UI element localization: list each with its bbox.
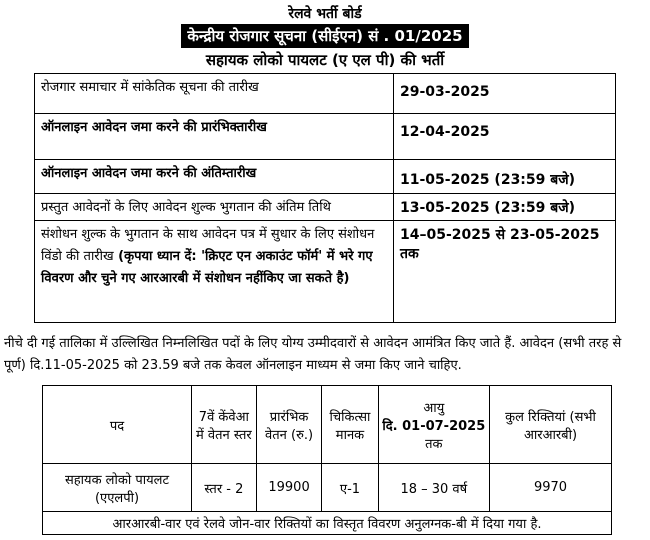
col-medical: चिकित्सा मानक (322, 386, 378, 464)
cell-pay: 19900 (256, 464, 322, 512)
table-row (35, 114, 616, 160)
col-pay: प्रारंभिक वेतन (रु.) (256, 386, 322, 464)
important-dates-table (34, 73, 616, 323)
table-row (35, 221, 616, 323)
date-label: रोजगार समाचार में सांकेतिक सूचना की तारीख (35, 74, 394, 114)
modification-label-plain: संशोधन शुल्क के भुगतान के साथ आवेदन पत्र में सुधार के लिए संशोधन विंडो की तारीख (41, 227, 375, 264)
table-row (35, 74, 616, 114)
table-header-row (43, 386, 612, 464)
date-label: ऑनलाइन आवेदन जमा करने की अंतिम्तारीख (35, 160, 394, 194)
notice-banner-wrap (0, 24, 650, 48)
col-post: पद (43, 386, 192, 464)
cell-pay-level: स्तर - 2 (191, 464, 256, 512)
modification-value: 14–05-2025 से 23-05-2025 तक (394, 221, 616, 323)
vacancy-table (42, 385, 612, 535)
cell-medical: ए-1 (322, 464, 378, 512)
cell-post: सहायक लोको पायलट (एएलपी) (43, 464, 192, 512)
table-row (35, 194, 616, 221)
modification-note: (कृपया ध्यान दें: 'क्रिएट एन अकाउंट फॉर्म' में भरे गए विवरण और चुने गए आरआरबी में संशोधन नहींकिए जा सकते है) (41, 249, 373, 286)
age-header-top: आयु (423, 400, 445, 416)
intro-paragraph: नीचे दी गई तालिका में उल्लिखित निम्नलिखित पदों के लिए योग्य उम्मीदवारों से आवेदन आमंत्रित किए जाते हैं. आवेदन (सभी तरह से पूर्ण) दि.11-05-2025 को 23.59 बजे तक केवल ऑनलाइन माध्यम से जमा किए जाने चाहिए. (4, 336, 622, 373)
col-pay-level: 7वें केंवेआ में वेतन स्तर (191, 386, 256, 464)
notice-number-banner: केन्द्रीय रोजगार सूचना (सीईएन) सं . 01/2025 (181, 24, 468, 48)
table-row (43, 464, 612, 512)
table-footnote-row (43, 512, 612, 535)
date-value: 13-05-2025 (23:59 बजे) (394, 194, 616, 221)
table-row (35, 160, 616, 194)
age-header-date: दि. 01-07-2025 (382, 418, 486, 434)
date-value: 29-03-2025 (394, 74, 616, 114)
vacancy-footnote: आरआरबी-वार एवं रेलवे जोन-वार रिक्तियों का विस्तृत विवरण अनुलग्नक-बी में दिया गया है. (43, 512, 612, 535)
age-header-suffix: तक (425, 436, 443, 452)
col-age (378, 386, 489, 464)
date-label: प्रस्तुत आवेदनों के लिए आवेदन शुल्क भुगतान की अंतिम तिथि (35, 194, 394, 221)
date-label: ऑनलाइन आवेदन जमा करने की प्रारंभिक्तारीख (35, 114, 394, 160)
date-value: 12-04-2025 (394, 114, 616, 160)
modification-label (35, 221, 394, 323)
org-name: रेलवे भर्ती बोर्ड (288, 6, 362, 22)
cell-age: 18 – 30 वर्ष (378, 464, 489, 512)
date-value: 11-05-2025 (23:59 बजे) (394, 160, 616, 194)
cell-total: 9970 (490, 464, 612, 512)
post-title: सहायक लोको पायलट (ए एल पी) की भर्ती (205, 51, 445, 69)
col-total: कुल रिक्तियां (सभी आरआरबी) (490, 386, 612, 464)
